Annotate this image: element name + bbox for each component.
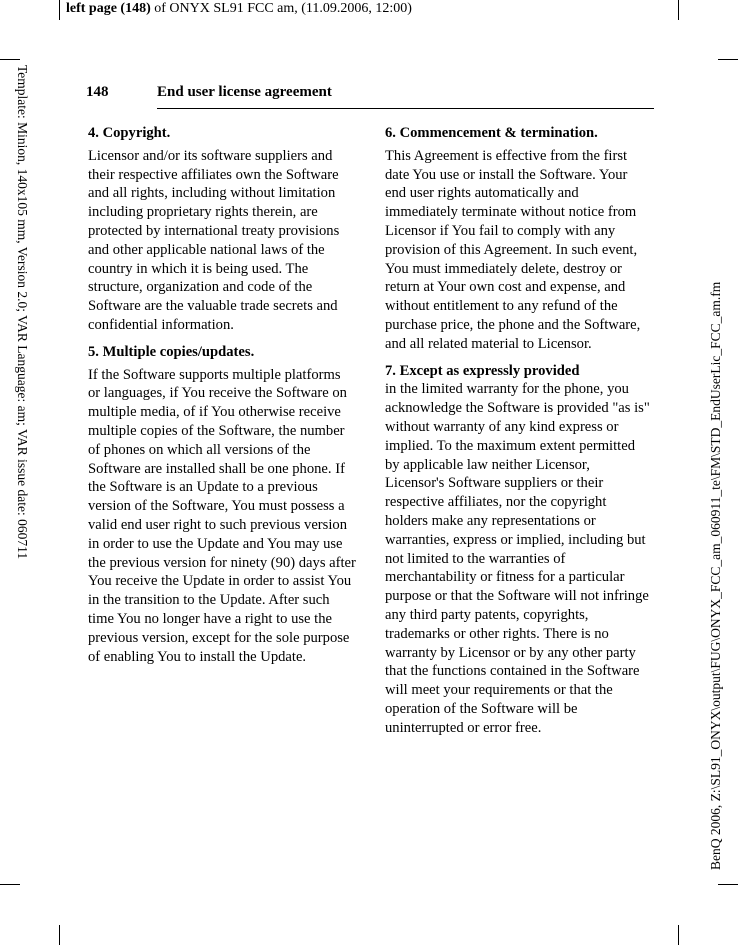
crop-mark — [718, 59, 738, 60]
template-info-vertical: Template: Minion, 140x105 mm, Version 2.0; VAR Language: am; VAR issue date: 060711 — [15, 65, 30, 560]
file-path-vertical: BenQ 2006, Z:\SL91_ONYX\output\FUG\ONYX_FCC_am_060911_te\FM\STD_EndUserLic_FCC_am.fm — [708, 281, 723, 870]
section-heading: 6. Commencement & termination. — [385, 125, 598, 141]
page-title: End user license agreement — [157, 84, 332, 100]
page-header — [86, 82, 654, 106]
section-body: If the Software supports multiple platforms or languages, if You receive the Software on multiple media, of if You otherwise receive multiple copies of the Software, the number of phones on which all versions of the Software are installed shall be one phone. If the Software is an Update to a previous version of the Software, You must possess a valid end user right to such previous version in order to use the Update and You may use the previous version for ninety (90) days after You receive the Update in order to assist You in the transition to the Update. After such time You no longer have a right to use the previous version, except for the sole purpose of enabling You to install the Update. — [88, 366, 356, 665]
page-number: 148 — [86, 84, 109, 100]
section-heading: 5. Multiple copies/updates. — [88, 343, 255, 360]
print-header-page: left page (148) — [66, 1, 151, 16]
crop-mark — [678, 925, 679, 945]
right-column — [385, 124, 650, 746]
crop-mark — [0, 884, 20, 885]
crop-mark — [0, 59, 20, 60]
section-body: in the limited warranty for the phone, you acknowledge the Software is provided "as is" without warranty of any kind express or implied. To the maximum extent permitted by applicable law neither Licensor, Licensor's Software suppliers or their respective affiliates, nor the copyright holders make any representations or warranties, express or implied, including but not limited to the warranties of merchantability or fitness for a particular purpose or that the Software will not infringe any third party patents, copyrights, trademarks or other rights. There is no warranty by Licensor or by any other party that the functions contained in the Software will meet your requirements or that the operation of the Software will be uninterrupted or error free. — [385, 381, 650, 736]
crop-mark — [718, 884, 738, 885]
section-heading: 4. Copyright. — [88, 125, 171, 141]
section-heading: 7. Except as expressly provided — [385, 362, 580, 379]
print-header-info: of ONYX SL91 FCC am, (11.09.2006, 12:00) — [150, 1, 412, 16]
left-column — [88, 124, 356, 674]
crop-mark — [59, 925, 60, 945]
crop-mark — [678, 0, 679, 20]
header-rule — [157, 108, 654, 109]
print-header — [66, 0, 412, 18]
section-body: Licensor and/or its software suppliers and their respective affiliates own the Software and all rights, including without limitation including proprietary rights therein, are protected by international treaty provisions and other applicable national laws of the country in which it is being used. The structure, organization and code of the Software are the valuable trade secrets and confidential information. — [88, 147, 340, 333]
section-body: This Agreement is effective from the first date You use or install the Software. Your end user rights automatically and immediately terminate without notice from Licensor if You fail to comply with any provision of this Agreement. In such event, You must immediately delete, destroy or return at Your own cost and expense, and without entitlement to any refund of the purchase price, the phone and the Software, and all related material to Licensor. — [385, 147, 641, 352]
crop-mark — [59, 0, 60, 20]
